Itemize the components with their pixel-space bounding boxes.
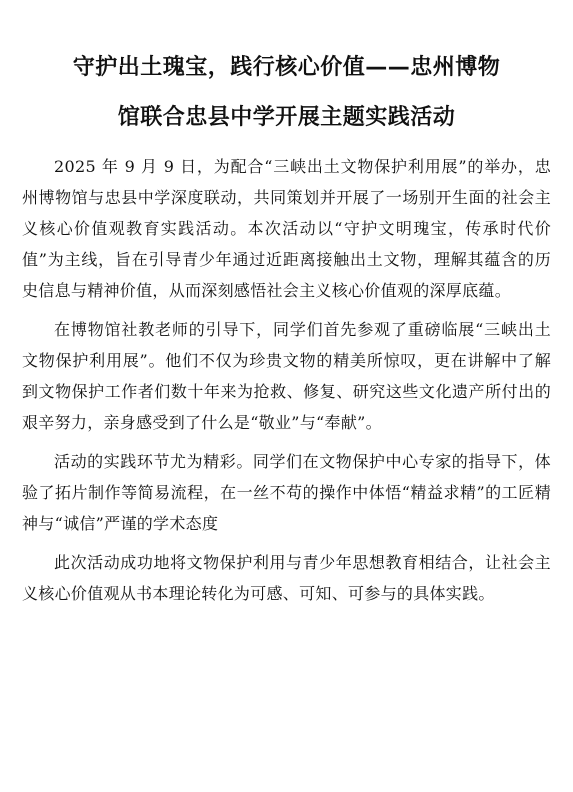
article-title-line-2: 馆联合忠县中学开展主题实践活动 [117,105,456,130]
article-title [22,0,551,143]
article-paragraph-3: 活动的实践环节尤为精彩。同学们在文物保护中心专家的指导下，体验了拓片制作等简易流程，在一丝不苟的操作中体悟“精益求精”的工匠精神与“诚信”严谨的学术态度 [22,452,551,533]
article-body [22,151,551,609]
article-paragraph-1: 2025 年 9 月 9 日，为配合“三峡出土文物保护利用展”的举办，忠州博物馆与忠县中学深度联动，共同策划并开展了一场别开生面的社会主义核心价值观教育实践活动。本次活动以“守护文明瑰宝，传承时代价值”为主线，旨在引导青少年通过近距离接触出土文物，理解其蕴含的历史信息与精神价值，从而深刻感悟社会主义核心价值观的深厚底蕴。 [22,157,551,300]
article-title-line-1: 守护出土瑰宝，践行核心价值——忠州博物 [72,55,501,80]
article-paragraph-4: 此次活动成功地将文物保护利用与青少年思想教育相结合，让社会主义核心价值观从书本理论转化为可感、可知、可参与的具体实践。 [22,553,551,603]
article-paragraph-2: 在博物馆社教老师的引导下，同学们首先参观了重磅临展“三峡出土文物保护利用展”。他们不仅为珍贵文物的精美所惊叹，更在讲解中了解到文物保护工作者们数十年来为抢救、修复、研究这些文化遗产所付出的艰辛努力，亲身感受到了什么是“敬业”与“奉献”。 [22,320,551,432]
